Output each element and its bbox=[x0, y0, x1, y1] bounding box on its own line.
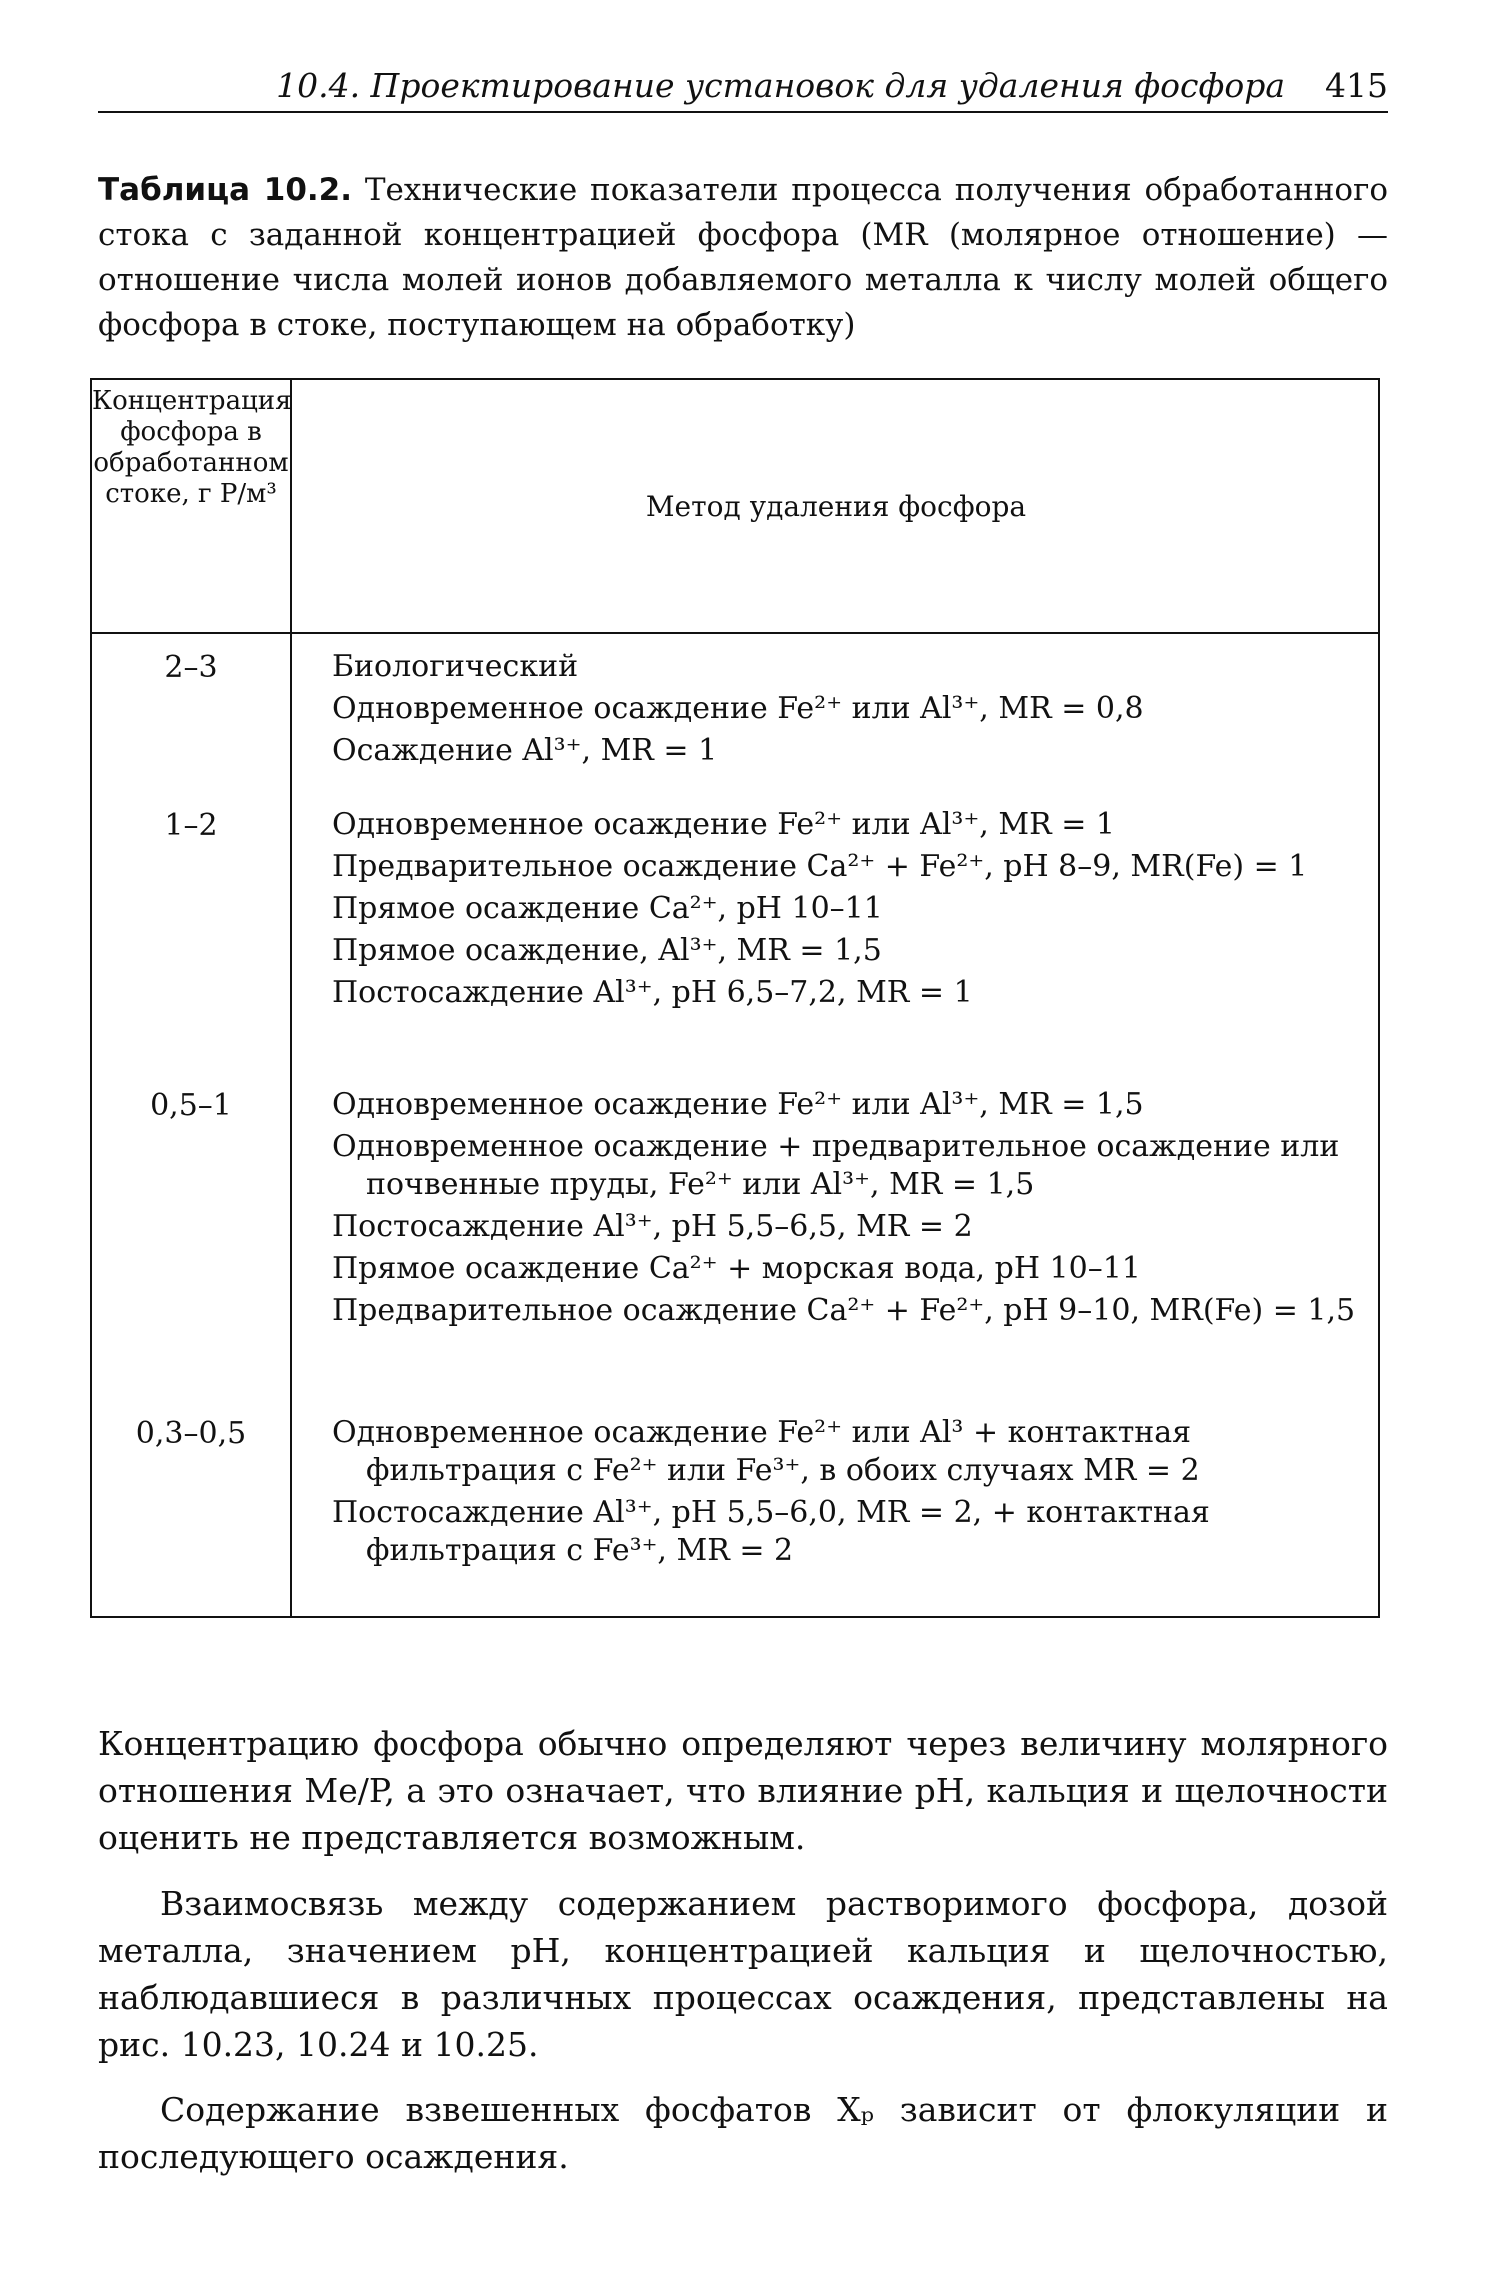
header-method bbox=[292, 380, 1380, 632]
table-caption bbox=[98, 168, 1388, 348]
method-item: Одновременное осаждение Fe²⁺ или Al³⁺, MR = 1 bbox=[332, 807, 1115, 842]
row-methods bbox=[332, 1086, 1362, 1334]
table-caption-label: Таблица 10.2. bbox=[98, 172, 353, 208]
method-item: Предварительное осаждение Ca²⁺ + Fe²⁺, pH 9–10, MR(Fe) = 1,5 bbox=[332, 1293, 1356, 1328]
header-concentration bbox=[92, 386, 290, 510]
method-item: Прямое осаждение Ca²⁺ + морская вода, pH 10–11 bbox=[332, 1251, 1141, 1286]
row-methods bbox=[332, 806, 1362, 1016]
row-methods bbox=[332, 648, 1362, 774]
method-item: Постосаждение Al³⁺, pH 6,5–7,2, MR = 1 bbox=[332, 975, 973, 1010]
method-item: Одновременное осаждение Fe²⁺ или Al³⁺, MR = 0,8 bbox=[332, 691, 1144, 726]
method-item: Постосаждение Al³⁺, pH 5,5–6,0, MR = 2, + контактная фильтрация с Fe³⁺, MR = 2 bbox=[332, 1495, 1210, 1568]
method-item: Прямое осаждение Ca²⁺, pH 10–11 bbox=[332, 891, 883, 926]
table-caption-text: Технические показатели процесса получения обработанного стока с заданной концентрацией фосфора (MR (молярное отношение) — отношение числа молей ионов добавляемого металла к числу молей общего фосфора в стоке, поступающем на обработку) bbox=[98, 172, 1388, 343]
row-concentration: 0,3–0,5 bbox=[135, 1416, 247, 1451]
method-item: Одновременное осаждение Fe²⁺ или Al³ + контактная фильтрация с Fe²⁺ или Fe³⁺, в обоих случаях MR = 2 bbox=[332, 1415, 1200, 1488]
running-head bbox=[98, 66, 1388, 113]
row-methods bbox=[332, 1414, 1362, 1574]
method-item: Постосаждение Al³⁺, pH 5,5–6,5, MR = 2 bbox=[332, 1209, 973, 1244]
row-concentration: 0,5–1 bbox=[150, 1088, 232, 1123]
method-table bbox=[90, 378, 1380, 1618]
running-head-title: 10.4. Проектирование установок для удаления фосфора bbox=[276, 66, 1285, 105]
method-item: Осаждение Al³⁺, MR = 1 bbox=[332, 733, 718, 768]
header-concentration-text: Концентрация фосфора в обработанном стоке, г P/м³ bbox=[92, 386, 292, 509]
method-item: Прямое осаждение, Al³⁺, MR = 1,5 bbox=[332, 933, 882, 968]
method-item: Биологический bbox=[332, 649, 579, 684]
body-paragraph: Содержание взвешенных фосфатов Xₚ зависит от флокуляции и последующего осаждения. bbox=[98, 2090, 1388, 2176]
page-number: 415 bbox=[1325, 66, 1388, 105]
method-item: Предварительное осаждение Ca²⁺ + Fe²⁺, pH 8–9, MR(Fe) = 1 bbox=[332, 849, 1308, 884]
body-paragraph: Взаимосвязь между содержанием растворимого фосфора, дозой металла, значением pH, концентрацией кальция и щелочностью, наблюдавшиеся в различных процессах осаждения, представлены на рис. 10.23, 10.24 и 10.25. bbox=[98, 1884, 1388, 2064]
row-concentration: 2–3 bbox=[164, 650, 218, 685]
table-header-divider bbox=[92, 632, 1378, 634]
row-concentration: 1–2 bbox=[164, 808, 218, 843]
method-item: Одновременное осаждение Fe²⁺ или Al³⁺, MR = 1,5 bbox=[332, 1087, 1144, 1122]
header-method-text: Метод удаления фосфора bbox=[645, 489, 1027, 523]
body-paragraph: Концентрацию фосфора обычно определяют через величину молярного отношения Me/P, а это означает, что влияние pH, кальция и щелочности оценить не представляется возможным. bbox=[98, 1724, 1388, 1857]
method-item: Одновременное осаждение + предварительное осаждение или почвенные пруды, Fe²⁺ или Al³⁺, MR = 1,5 bbox=[332, 1129, 1340, 1202]
